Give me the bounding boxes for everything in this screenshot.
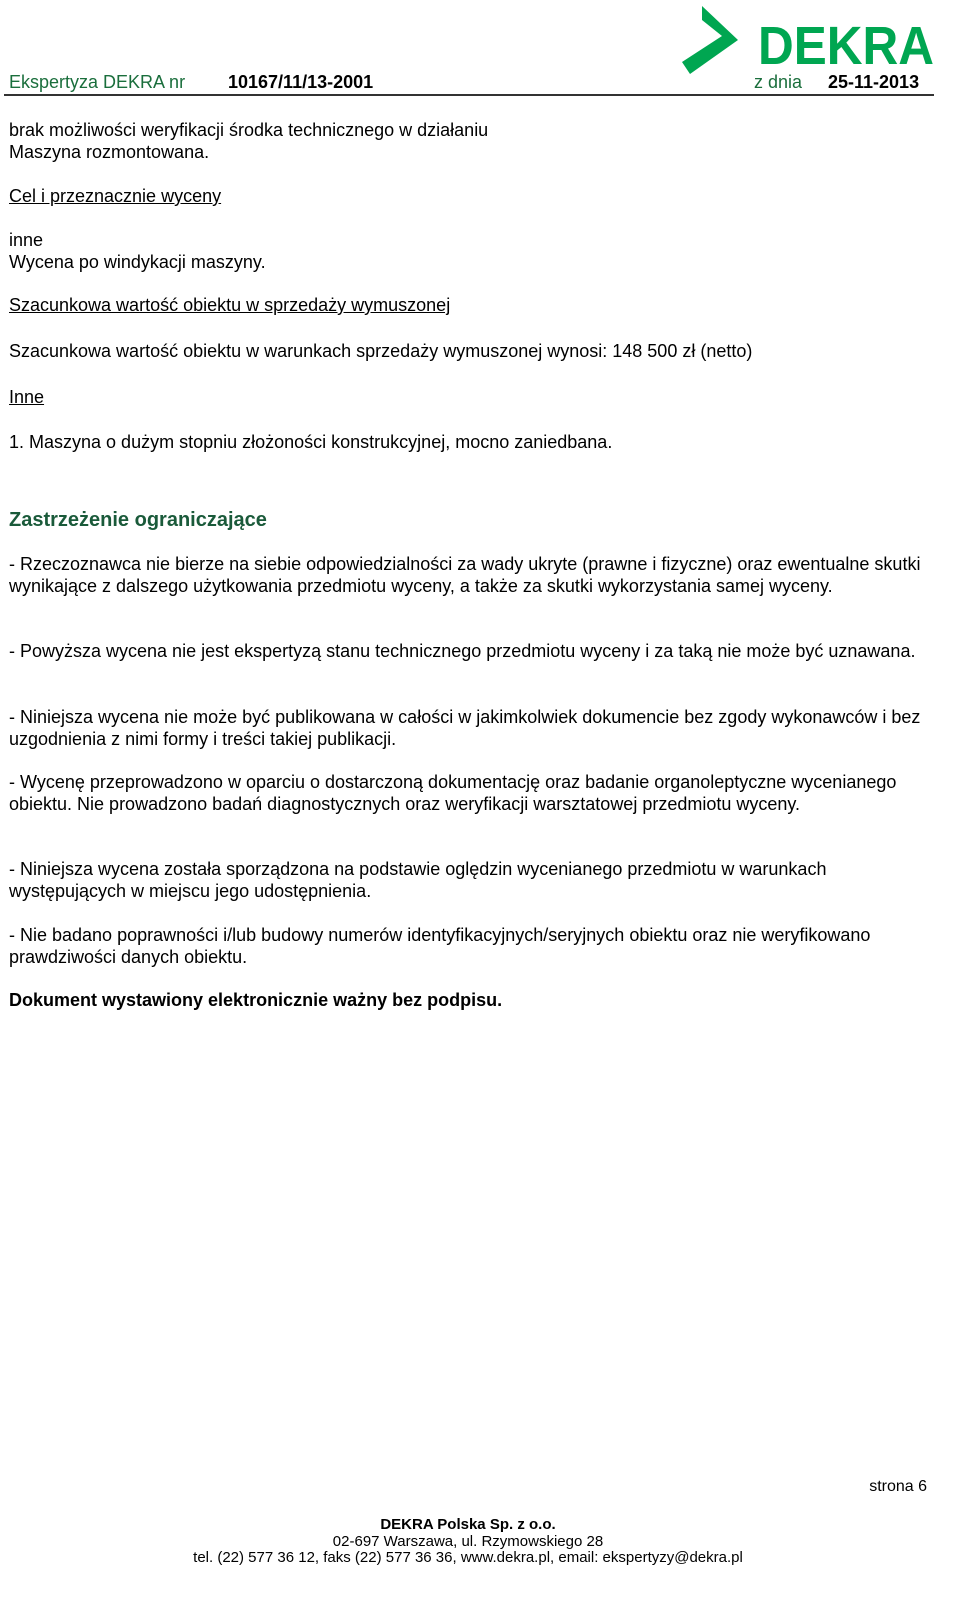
purpose-line-2: Wycena po windykacji maszyny.: [9, 252, 266, 272]
purpose-heading: Cel i przeznacznie wyceny: [9, 186, 222, 206]
header-divider: [4, 94, 934, 96]
dekra-logo-mark-icon: [682, 6, 738, 74]
intro-line-2: Maszyna rozmontowana.: [9, 142, 210, 162]
purpose-line-1: inne: [9, 230, 44, 250]
dekra-logo: [680, 4, 936, 78]
reservation-heading: Zastrzeżenie ograniczające: [9, 509, 267, 531]
reservation-item: - Niniejsza wycena nie może być publikowana w całości w jakimkolwiek dokumencie bez zgody wykonawców i bez uzgodnienia z nimi formy i treści takiej publikacji.: [9, 707, 921, 749]
reservation-item: - Wycenę przeprowadzono w oparciu o dostarczoną dokumentację oraz badanie organoleptyczne wycenianego obiektu. Nie prowadzono badań diagnostycznych oraz weryfikacji warsztatowej przedmiotu wyceny.: [9, 772, 897, 814]
dekra-logo-wordmark: DEKRA: [758, 16, 934, 76]
footer-company: DEKRA Polska Sp. z o.o.: [380, 1516, 556, 1533]
other-heading: Inne: [9, 387, 45, 407]
page-number: strona 6: [869, 1478, 927, 1495]
closing-statement: Dokument wystawiony elektronicznie ważny bez podpisu.: [9, 990, 503, 1010]
reservation-item: - Nie badano poprawności i/lub budowy numerów identyfikacyjnych/seryjnych obiektu oraz nie weryfikowano prawdziwości danych obiektu.: [9, 925, 871, 967]
expertise-number-label: Ekspertyza DEKRA nr: [9, 72, 186, 92]
date-value: 25-11-2013: [828, 72, 920, 92]
expertise-number: 10167/11/13-2001: [228, 72, 374, 92]
reservation-item: - Rzeczoznawca nie bierze na siebie odpowiedzialności za wady ukryte (prawne i fizyczne) oraz ewentualne skutki wynikające z dalszego użytkowania przedmiotu wyceny, a także za skutki wykorzystania samej wyceny.: [9, 554, 921, 596]
footer-contact: tel. (22) 577 36 12, faks (22) 577 36 36, www.dekra.pl, email: ekspertyzy@dekra.pl: [193, 1549, 743, 1566]
intro-line-1: brak możliwości weryfikacji środka technicznego w działaniu: [9, 120, 489, 140]
reservation-item: - Niniejsza wycena została sporządzona na podstawie oględzin wycenianego przedmiotu w warunkach występujących w miejscu jego udostępnienia.: [9, 859, 827, 901]
forced-sale-heading: Szacunkowa wartość obiektu w sprzedaży wymuszonej: [9, 295, 451, 315]
footer-address: 02-697 Warszawa, ul. Rzymowskiego 28: [332, 1533, 604, 1550]
other-text: 1. Maszyna o dużym stopniu złożoności konstrukcyjnej, mocno zaniedbana.: [9, 432, 613, 452]
date-label: z dnia: [754, 72, 803, 92]
forced-sale-value-text: Szacunkowa wartość obiektu w warunkach sprzedaży wymuszonej wynosi: 148 500 zł (netto): [9, 341, 753, 361]
reservation-item: - Powyższa wycena nie jest ekspertyzą stanu technicznego przedmiotu wyceny i za taką nie może być uznawana.: [9, 641, 916, 661]
